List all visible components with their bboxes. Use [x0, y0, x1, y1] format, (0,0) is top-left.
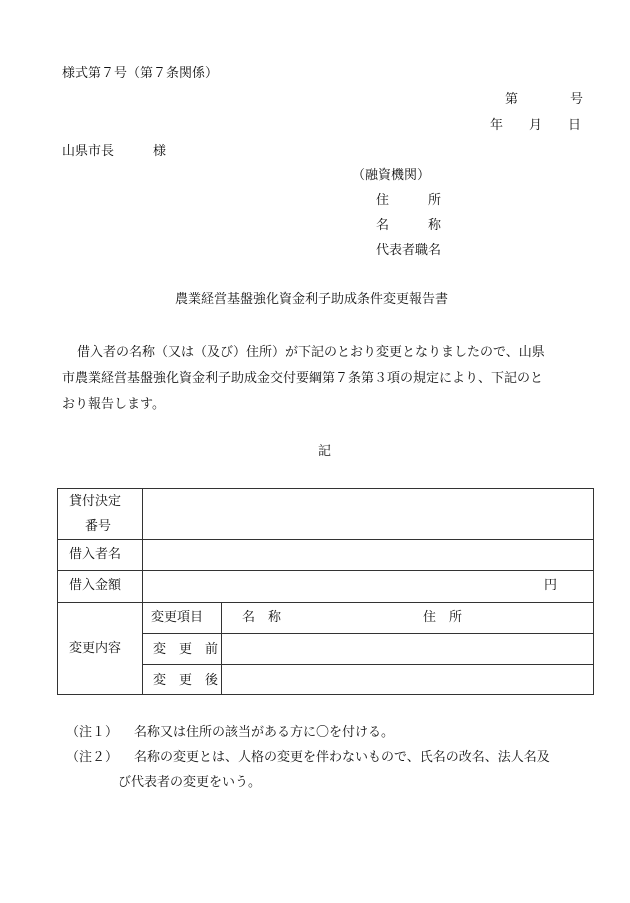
yen-unit: 円: [544, 578, 558, 593]
note-2-label: （注２）: [66, 750, 119, 765]
lender-name-label: 名 称: [376, 218, 442, 233]
loan-amount-label: 借入金額: [69, 578, 122, 593]
document-title: 農業経営基盤強化資金利子助成条件変更報告書: [175, 292, 449, 307]
body-line-2: 市農業経営基盤強化資金利子助成金交付要綱第７条第３項の規定により、下記のと: [62, 371, 544, 386]
loan-decision-label-line1: 貸付決定: [69, 494, 122, 509]
note-1-label: （注１）: [66, 725, 119, 740]
note-2-text-line2: び代表者の変更をいう。: [118, 775, 262, 790]
change-contents-label: 変更内容: [69, 641, 122, 656]
body-line-1: 借入者の名称（又は（及び）住所）が下記のとおり変更となりましたので、山県: [77, 345, 545, 360]
lender-representative-label: 代表者職名: [376, 243, 442, 258]
table-col-divider: [142, 489, 143, 694]
name-column-label: 名 称: [242, 610, 282, 625]
loan-decision-label-line2: 番号: [85, 519, 112, 534]
borrower-name-value[interactable]: [148, 544, 588, 566]
lender-heading: （融資機関）: [352, 168, 431, 183]
ki-heading: 記: [318, 444, 332, 459]
before-change-value[interactable]: [228, 638, 588, 660]
loan-decision-value[interactable]: [148, 495, 588, 535]
body-line-3: おり報告します。: [62, 397, 165, 412]
change-report-table: [57, 488, 594, 695]
before-change-label: 変 更 前: [153, 642, 219, 657]
after-change-value[interactable]: [228, 669, 588, 691]
table-col-divider: [221, 602, 222, 694]
table-row-divider: [58, 570, 593, 571]
lender-address-label: 住 所: [376, 193, 442, 208]
date-label: 年 月 日: [490, 118, 582, 133]
change-item-label: 変更項目: [151, 610, 204, 625]
addressee: 山県市長 様: [62, 144, 167, 159]
note-1-text: 名称又は住所の該当がある方に〇を付ける。: [134, 725, 395, 740]
table-row-divider: [58, 602, 593, 603]
table-row-divider: [142, 633, 593, 634]
form-number: 様式第７号（第７条関係）: [62, 66, 219, 81]
table-row-divider: [58, 539, 593, 540]
document-number-label: 第 号: [505, 92, 584, 107]
table-row-divider: [142, 664, 593, 665]
address-column-label: 住 所: [423, 610, 463, 625]
after-change-label: 変 更 後: [153, 673, 219, 688]
borrower-name-label: 借入者名: [69, 547, 122, 562]
note-2-text-line1: 名称の変更とは、人格の変更を伴わないもので、氏名の改名、法人名及: [134, 750, 550, 765]
